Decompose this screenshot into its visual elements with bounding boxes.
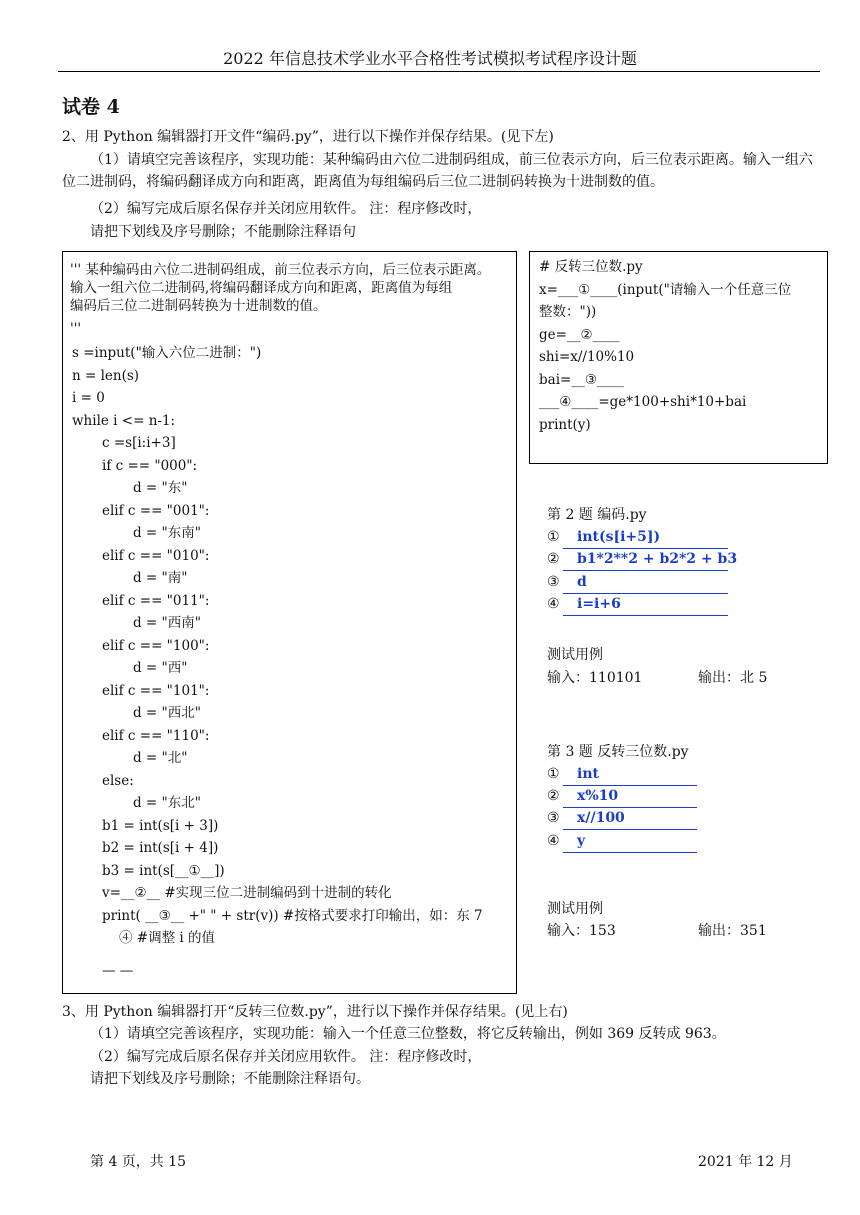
code-docstring-end: ''' [70,321,82,337]
answer-q3-num: ① [547,766,560,782]
answer-q2-text: i=i+6 [577,596,621,612]
code-line: elif c == "001": [102,503,210,519]
code-line: d = "北" [133,750,188,766]
answer-underline [563,852,697,853]
code-line: c =s[i:i+3] [102,435,176,451]
q2-item2b: 请把下划线及序号删除；不能删除注释语句 [90,224,356,240]
header-divider [58,71,820,72]
answer-q2-text: d [577,574,587,590]
answer-q2-num: ④ [547,596,560,612]
answer-q2-test-output: 输出：北 5 [698,670,768,686]
answer-q3-text: x%10 [577,788,619,804]
answer-q3-test-output: 输出：351 [698,923,767,939]
code-line: d = "东北" [133,795,201,811]
answer-q2-text: int(s[i+5]) [577,529,661,545]
answer-q3-test-title: 测试用例 [547,901,603,917]
q3-item2: （2）编写完成后原名保存并关闭应用软件。 注：程序修改时， [90,1049,482,1065]
footer-page-number: 第 4 页，共 15 [90,1154,187,1170]
code-box-encoding [62,251,517,994]
code-line: d = "西" [133,660,188,676]
answer-q3-num: ② [547,788,560,804]
code-line: b1 = int(s[i + 3]) [102,818,219,834]
answer-q2-num: ① [547,529,560,545]
code-docstring-line: ''' 某种编码由六位二进制码组成，前三位表示方向，后三位表示距离。 [70,262,491,278]
answer-q3-text: x//100 [577,810,625,826]
answer-q2-test-title: 测试用例 [547,647,603,663]
code-line: i = 0 [72,390,105,406]
answer-underline [563,615,728,616]
answer-q2-num: ② [547,551,560,567]
page-header-title: 2022 年信息技术学业水平合格性考试模拟考试程序设计题 [223,49,637,68]
code-docstring-line: 输入一组六位二进制码,将编码翻译成方向和距离，距离值为每组 [70,280,453,296]
answer-q3-num: ④ [547,833,560,849]
code-line: d = "东" [133,480,188,496]
code-line: bai=__③____ [539,372,624,388]
code-line: d = "东南" [133,525,201,541]
answer-q2-test-input: 输入：110101 [547,670,643,686]
answer-q3-title: 第 3 题 反转三位数.py [547,744,689,760]
code-line: print( __③__ +" " + str(v)) #按格式要求打印输出，如：东 7 [102,908,483,924]
code-line: print(y) [539,417,591,433]
code-docstring-line: 编码后三位二进制码转换为十进制数的值。 [70,298,327,314]
code-line: d = "西南" [133,615,201,631]
code-line: ge=__②____ [539,327,620,343]
answer-q2-text: b1*2**2 + b2*2 + b3 [577,551,738,567]
code-line: elif c == "100": [102,638,210,654]
code-line: ④ #调整 i 的值 [119,930,216,946]
answer-q3-text: y [577,833,586,849]
answer-q2-num: ③ [547,574,560,590]
q3-intro: 3、用 Python 编辑器打开“反转三位数.py”，进行以下操作并保存结果。(见上右) [62,1004,568,1020]
code-line: # 反转三位数.py [539,259,643,275]
code-line: ___④____=ge*100+shi*10+bai [539,394,747,410]
code-line: elif c == "010": [102,548,210,564]
code-line: else: [102,773,134,789]
paper-title: 试卷 4 [62,96,120,118]
code-line: x=___①____(input("请输入一个任意三位 [539,282,792,298]
code-line: b3 = int(s[__①__]) [102,863,225,879]
q2-intro: 2、用 Python 编辑器打开文件“编码.py”，进行以下操作并保存结果。(见下左) [62,129,554,145]
answer-underline [563,570,728,571]
answer-underline [563,829,697,830]
answer-q3-test-input: 输入：153 [547,923,616,939]
answer-q3-num: ③ [547,810,560,826]
code-line: elif c == "101": [102,683,210,699]
q2-item1: （1）请填空完善该程序，实现功能：某种编码由六位二进制码组成，前三位表示方向，后三位表示距离。输入一组六位二进制码，将编码翻译成方向和距离，距离值为每组编码后三位二进制码转换为十进制数的值。 [62,152,813,190]
code-line: v=__②__ #实现三位二进制编码到十进制的转化 [102,885,392,901]
q2-item2: （2）编写完成后原名保存并关闭应用软件。 注：程序修改时， [90,201,482,217]
q3-item2b: 请把下划线及序号删除；不能删除注释语句。 [90,1071,370,1087]
code-line: d = "西北" [133,705,201,721]
code-line: shi=x//10%10 [539,349,635,365]
code-line: s =input("输入六位二进制：") [72,345,262,361]
footer-date: 2021 年 12 月 [698,1154,793,1170]
code-line: — — [102,963,134,979]
code-line: elif c == "011": [102,593,210,609]
code-line: b2 = int(s[i + 4]) [102,840,219,856]
code-line: n = len(s) [72,368,140,384]
q3-item1: （1）请填空完善该程序，实现功能：输入一个任意三位整数，将它反转输出，例如 369 反转成 963。 [90,1026,726,1042]
answer-q3-text: int [577,766,599,782]
answer-q2-title: 第 2 题 编码.py [547,507,647,523]
code-line: if c == "000": [102,458,198,474]
code-line: elif c == "110": [102,728,210,744]
code-line: d = "南" [133,570,188,586]
code-line: 整数：")) [539,304,597,320]
code-line: while i <= n-1: [72,413,176,429]
